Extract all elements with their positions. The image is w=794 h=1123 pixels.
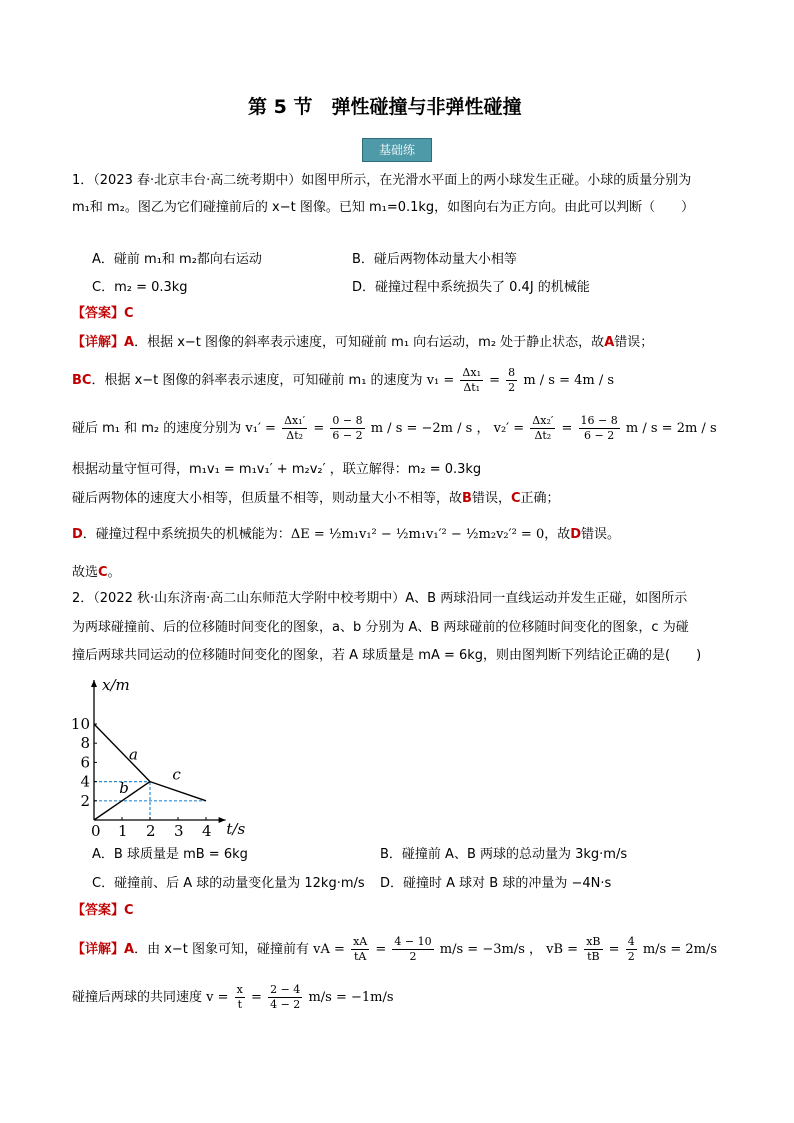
q1-eq1-num2: 8 [508, 366, 516, 379]
q2-eqB-frac [584, 935, 602, 964]
y-tick-label: 6 [80, 753, 90, 772]
q1-eq3-den2: 6 − 2 [584, 429, 615, 442]
q2-eqB-rhs: m/s = 2m/s [642, 942, 718, 957]
q1-eq2-den: Δt₂ [286, 429, 304, 442]
q1-eq1-rhs: m / s = 4m / s [523, 373, 615, 388]
x-tick-label: 0 [91, 822, 101, 840]
q1-option-d: D．碰撞过程中系统损失了 0.4J 的机械能 [352, 280, 590, 295]
q1-detail-bc-text: ．根据 x−t 图像的斜率表示速度，可知碰前 m₁ 的速度为 [91, 373, 423, 388]
q2-detail-a-prefix: A [124, 942, 135, 957]
q1-conclusion-letter: C [98, 565, 108, 580]
q1-eq1 [426, 366, 615, 394]
q1-eq2-frac [282, 414, 307, 443]
q1-answer-value: C [124, 306, 134, 321]
q1-eq1-eq: = [489, 373, 501, 388]
q1-eq3: v₂′ = $\frac{\text{Δx₂′}}{\text{Δt₂}}$ = $\frac{16 - 8}{6 - 2}$ m / s = 2m / s [493, 414, 717, 442]
x-axis-label: t/s [226, 820, 246, 838]
q1-eq1-frac [460, 366, 483, 395]
q1-option-c: C．m₂ = 0.3kg [92, 280, 188, 295]
series-line-c [150, 782, 206, 801]
y-tick-label: 4 [80, 772, 90, 791]
section-badge: 基础练 [362, 138, 432, 162]
x-tick-label: 3 [174, 822, 184, 840]
x-tick-label: 4 [202, 822, 212, 840]
q1-eq1-den: Δt₁ [463, 381, 481, 394]
q1-eq3-num: Δx₂′ [532, 414, 554, 427]
q2-common-velocity [72, 983, 394, 1012]
q1-eq2-den2: 6 − 2 [332, 429, 363, 442]
q2-eqC-lhs: v = [206, 990, 229, 1005]
q1-eq3-den: Δt₂ [534, 429, 552, 442]
q2-eqA-num2: 4 − 10 [394, 935, 432, 948]
q1-detail-d-end1: ，故 [544, 527, 571, 542]
q1-eq2-num2: 0 − 8 [332, 414, 363, 427]
x-tick-label: 1 [118, 822, 128, 840]
q1-detail-label: 【详解】 [72, 335, 125, 350]
q1-detail-d-text: ．碰撞过程中系统损失的机械能为： [82, 527, 291, 542]
q1-eq3-rhs: m / s = 2m / s [625, 421, 717, 436]
q1-answer [72, 306, 134, 322]
q1-detail-a-prefix: A [124, 335, 135, 350]
q1-detail-d [72, 527, 620, 543]
q1-eq3-num2: 16 − 8 [580, 414, 618, 427]
q1-eq1-num: Δx₁ [462, 366, 481, 379]
q1-eq1-frac2 [506, 366, 517, 395]
q1-eq3-frac [530, 414, 555, 443]
q2-eqA-frac2 [392, 935, 433, 964]
y-axis-arrow [91, 680, 97, 687]
x-tick-label: 2 [146, 822, 156, 840]
q2-eqC-frac2 [268, 983, 302, 1012]
y-tick-label: 2 [80, 791, 90, 810]
q2-stem-line3: 撞后两球共同运动的位移随时间变化的图象，若 A 球质量是 mA = 6kg，则由图判断下列结论正确的是( ) [72, 648, 702, 663]
q1-momentum-line: 根据动量守恒可得，m₁v₁ = m₁v₁′ + m₂v₂′ ，联立解得：m₂ = 0.3kg [72, 462, 482, 477]
q1-stem-line1: 1．（2023 春·北京丰台·高二统考期中）如图甲所示，在光滑水平面上的两小球发生正碰。小球的质量分别为 [72, 173, 692, 188]
q1-eq2: v₁′ = $\frac{\text{Δx₁′}}{\text{Δt₂}}$ = $\frac{0 - 8}{6 - 2}$ m / s = −2m / s ， [245, 414, 490, 442]
q2-eqC-num2: 2 − 4 [270, 983, 301, 996]
series-label-b: b [119, 779, 129, 798]
q1-eq3-frac2 [579, 414, 620, 443]
q1-detail-bc-prefix: BC [72, 373, 92, 388]
q1-after-velocities [72, 414, 717, 443]
q2-option-d: D．碰撞时 A 球对 B 球的冲量为 −4N·s [380, 876, 612, 891]
q2-detail-a [72, 935, 717, 964]
q1-detail-d-letter: D [570, 527, 582, 542]
q2-eqA-rhs: m/s = −3m/s ， [439, 942, 542, 957]
q2-eqB-den: tB [587, 950, 600, 963]
q1-after-speed-text: 碰后两物体的速度大小相等，但质量不相等，则动量大小不相等，故 [72, 491, 463, 506]
q2-eqC-num: x [236, 983, 243, 996]
q1-conclusion-text: 故选 [72, 565, 99, 580]
q2-eqA-den: tA [353, 950, 367, 963]
q1-conclusion [72, 565, 121, 581]
q1-after-text: 碰后 m₁ 和 m₂ 的速度分别为 [72, 421, 242, 436]
q2-common-text: 碰撞后两球的共同速度 [72, 990, 203, 1005]
q1-option-b: B．碰后两物体动量大小相等 [352, 252, 517, 267]
q1-eq2-num: Δx₁′ [284, 414, 306, 427]
page-title: 第 5 节 弹性碰撞与非弹性碰撞 [248, 96, 522, 118]
series-label-a: a [129, 745, 138, 764]
q1-detail-a-text: ．根据 x−t 图像的斜率表示速度，可知碰前 m₁ 向右运动，m₂ 处于静止状态，故 [134, 335, 605, 350]
q2-eqB-lhs: vB = [546, 942, 579, 957]
q2-eqA-frac [351, 935, 369, 964]
q2-stem-line2: 为两球碰撞前、后的位移随时间变化的图象，a、b 分别为 A、B 两球碰前的位移随时间变化的图象，c 为碰 [72, 620, 689, 635]
q1-after-speed-c: C [510, 491, 521, 506]
q1-detail-bc [72, 366, 614, 395]
q2-eqA-num: xA [353, 935, 368, 948]
q2-option-b: B．碰撞前 A、B 两球的总动量为 3kg·m/s [380, 847, 628, 862]
q1-detail-d-prefix: D [72, 527, 83, 542]
q1-eq1-lhs: v₁ = [426, 373, 455, 388]
q2-eqB-num2: 4 [627, 935, 635, 948]
q1-after-speed-b: B [462, 491, 472, 506]
q2-eqC-rhs: m/s = −1m/s [308, 990, 394, 1005]
q2-eqC-frac [235, 983, 245, 1012]
y-tick-label: 8 [80, 734, 90, 753]
q2-eqC: v = $\frac{x}{t}$ = $\frac{2 - 4}{4 - 2}$ m/s = −1m/s [206, 983, 394, 1011]
q1-after-speed-mid: 错误， [471, 491, 511, 506]
q2-stem-line1: 2．（2022 秋·山东济南·高二山东师范大学附中校考期中）A、B 两球沿同一直线运动并发生正碰，如图所示 [72, 591, 688, 606]
q2-eqB: vB = $\frac{xB}{tB}$ = $\frac{4}{2}$ m/s = 2m/s [546, 935, 718, 963]
y-tick-label: 10 [70, 715, 90, 733]
q2-eqA-den2: 2 [409, 950, 417, 963]
q1-detail-a-end: 错误； [614, 335, 654, 350]
q1-conclusion-end: 。 [107, 565, 121, 580]
series-label-c: c [172, 765, 181, 784]
q1-detail-a-letter: A [604, 335, 615, 350]
q1-after-speed-end: 正确； [520, 491, 560, 506]
q2-answer [72, 903, 134, 919]
q2-eqB-frac2 [626, 935, 637, 964]
q2-eqB-num: xB [586, 935, 601, 948]
y-axis-label: x/m [102, 676, 130, 694]
q1-eq1-den2: 2 [508, 381, 516, 394]
q2-detail-label: 【详解】 [72, 942, 125, 957]
q2-answer-value: C [124, 903, 134, 918]
x-axis-arrow [219, 817, 226, 823]
q2-answer-label: 【答案】 [72, 903, 125, 918]
q1-detail-a [72, 335, 653, 351]
q1-eq2-lhs: v₁′ = [245, 421, 276, 436]
q2-option-c: C．碰撞前、后 A 球的动量变化量为 12kg·m/s [92, 876, 365, 891]
q1-option-a: A．碰前 m₁和 m₂都向右运动 [92, 252, 262, 267]
q2-eqB-den2: 2 [627, 950, 635, 963]
series-line-a [94, 724, 150, 782]
q2-eqA: vA = $\frac{xA}{tA}$ = $\frac{4 - 10}{2}$ m/s = −3m/s ， [313, 935, 542, 963]
q1-eq2-frac2 [330, 414, 364, 443]
q2-detail-a-text: ．由 x−t 图象可知，碰撞前有 [134, 942, 310, 957]
q2-eqC-den: t [237, 998, 242, 1011]
q2-eqA-lhs: vA = [313, 942, 345, 957]
q2-eqC-den2: 4 − 2 [270, 998, 301, 1011]
q1-answer-label: 【答案】 [72, 306, 125, 321]
q1-eq2-rhs: m / s = −2m / s ， [370, 421, 490, 436]
q1-eq3-lhs: v₂′ = [493, 421, 525, 436]
q1-detail-d-end2: 错误。 [581, 527, 621, 542]
q2-xt-chart [70, 672, 260, 840]
q1-energy-eq: ΔE = ½m₁v₁² − ½m₁v₁′² − ½m₂v₂′² = 0 [290, 527, 545, 542]
q2-option-a: A．B 球质量是 mB = 6kg [92, 847, 248, 862]
q1-stem-line2: m₁和 m₂。图乙为它们碰撞前后的 x−t 图像。已知 m₁=0.1kg，如图向右为正方向。由此可以判断（ ） [72, 200, 695, 215]
q1-after-speed-line [72, 491, 560, 507]
